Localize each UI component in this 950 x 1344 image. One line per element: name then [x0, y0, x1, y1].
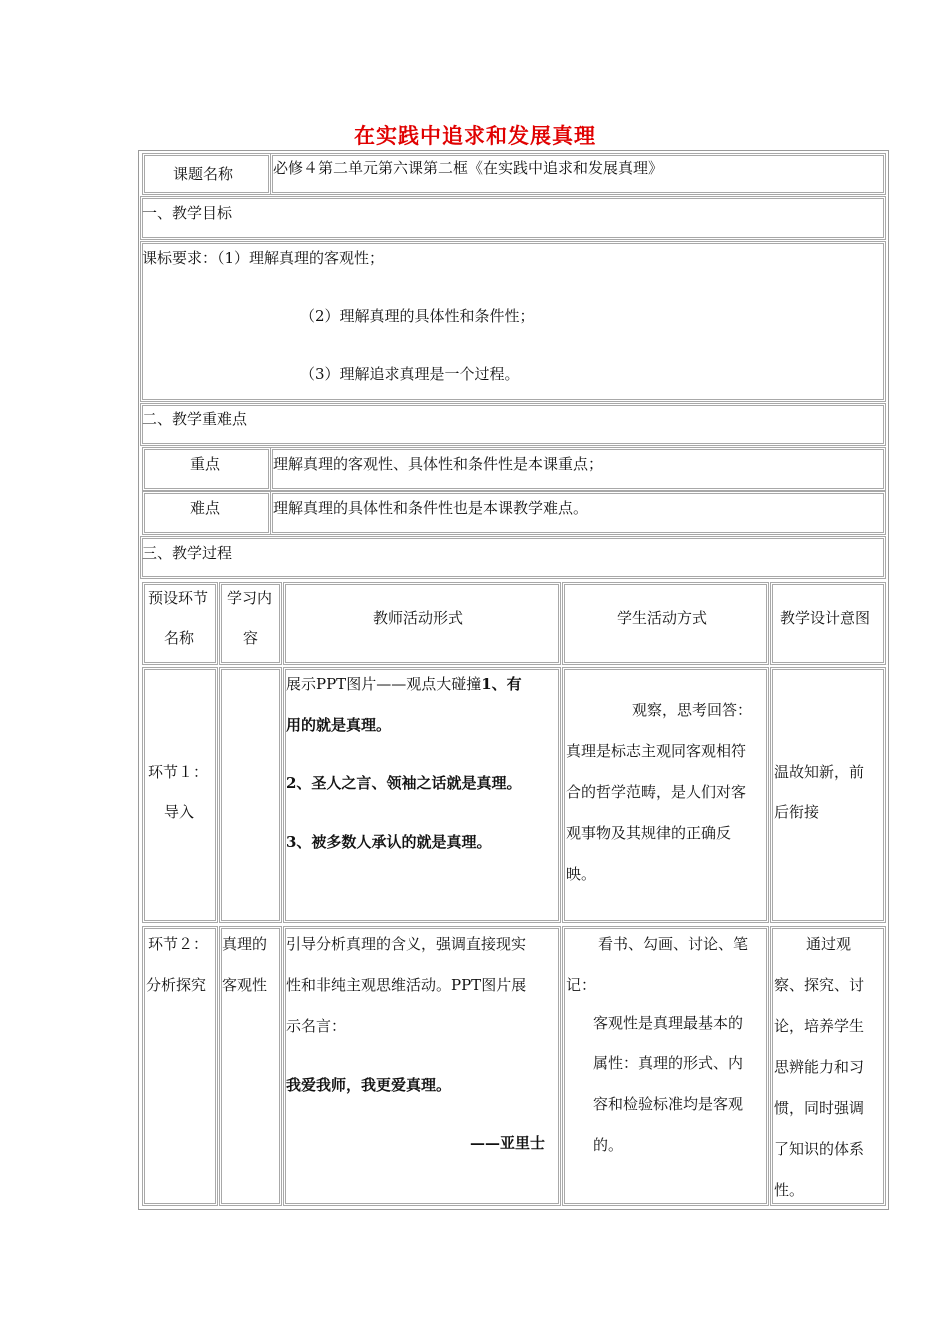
header-stage-line2: 名称 — [164, 629, 195, 647]
key-point-text: 理解真理的客观性、具体性和条件性是本课重点； — [273, 455, 604, 473]
row2-student-line3: 客观性是真理最基本的 — [593, 1014, 744, 1032]
row1-stage-cell — [142, 667, 218, 923]
key-point-label: 重点 — [190, 455, 221, 473]
row1-teacher-line1 — [286, 674, 522, 694]
requirement-2: （2）理解真理的具体性和条件性； — [300, 307, 535, 325]
row2-intent-line6: 了知识的体系 — [774, 1140, 865, 1158]
row2-content-cell — [219, 926, 282, 1206]
row1-content-cell — [219, 667, 282, 923]
row2-stage-line2: 分析探究 — [146, 976, 207, 994]
row2-intent-line7: 性。 — [774, 1181, 805, 1199]
row2-student-line2: 记： — [566, 976, 597, 994]
row2-teacher-line1: 引导分析真理的含义，强调直接现实 — [286, 935, 527, 953]
row1-student-line4: 观事物及其规律的正确反 — [566, 824, 732, 842]
requirement-3: （3）理解追求真理是一个过程。 — [300, 365, 520, 383]
header-stage-line1: 预设环节 — [148, 589, 209, 607]
row1-stage-line2: 导入 — [164, 803, 195, 821]
row1-student-line2: 真理是标志主观同客观相符 — [566, 742, 747, 760]
row2-content-line1: 真理的 — [222, 935, 268, 953]
section1-heading-cell — [140, 196, 886, 240]
difficult-point-label: 难点 — [190, 499, 221, 517]
header-teacher: 教师活动形式 — [373, 609, 464, 627]
row1-stage-line1: 环节１： — [148, 763, 209, 781]
row2-quote: 我爱我师，我更爱真理。 — [286, 1076, 452, 1094]
header-content-line1: 学习内 — [227, 589, 273, 607]
row2-stage-line1: 环节２： — [148, 935, 209, 953]
row1-student-line5: 映。 — [566, 865, 597, 883]
row2-student-line5: 容和检验标准均是客观 — [593, 1095, 744, 1113]
row2-intent-line5: 惯，同时强调 — [774, 1099, 865, 1117]
row2-teacher-line3: 示名言： — [286, 1017, 347, 1035]
header-content-line2: 容 — [243, 629, 259, 647]
difficult-point-text: 理解真理的具体性和条件性也是本课教学难点。 — [273, 499, 589, 517]
section3-heading: 三、教学过程 — [142, 544, 233, 562]
header-student: 学生活动方式 — [617, 609, 708, 627]
row2-intent-line3: 论，培养学生 — [774, 1017, 865, 1035]
requirement-1: 课标要求：（1）理解真理的客观性； — [142, 249, 385, 267]
row2-teacher-cell — [283, 926, 561, 1206]
row1-intent-cell — [770, 667, 886, 923]
row2-intent-line2: 察、探究、讨 — [774, 976, 865, 994]
row1-intent-line2: 后衔接 — [774, 803, 820, 821]
row1-student-line1: 观察，思考回答： — [632, 701, 753, 719]
section3-heading-cell — [140, 536, 886, 579]
row2-student-line1: 看书、勾画、讨论、笔 — [598, 935, 749, 953]
section2-heading-cell — [140, 403, 886, 446]
row1-teacher-line4: 3、被多数人承认的就是真理。 — [286, 833, 492, 851]
row2-stage-cell — [142, 926, 218, 1206]
topic-label: 课题名称 — [173, 165, 234, 183]
row1-teacher-line3: 2、圣人之言、领袖之话就是真理。 — [286, 774, 522, 792]
row2-student-line4: 属性：真理的形式、内 — [593, 1054, 744, 1072]
row2-quote-author: ——亚里士 — [470, 1134, 546, 1152]
document-title: 在实践中追求和发展真理 — [354, 123, 596, 148]
row1-teacher-line1-bold: 1、有 — [481, 675, 522, 693]
row2-content-line2: 客观性 — [222, 976, 268, 994]
row1-teacher-cell — [283, 667, 561, 923]
row2-teacher-line2: 性和非纯主观思维活动。PPT图片展 — [286, 976, 527, 994]
row1-intent-line1: 温故知新，前 — [774, 763, 865, 781]
row2-intent-line1: 通过观 — [806, 935, 852, 953]
header-intent: 教学设计意图 — [780, 609, 871, 627]
row1-teacher-line1-normal: 展示PPT图片——观点大碰撞 — [286, 675, 482, 693]
topic-value: 必修４第二单元第六课第二框《在实践中追求和发展真理》 — [273, 159, 664, 177]
row1-teacher-line2: 用的就是真理。 — [286, 716, 392, 734]
section2-heading: 二、教学重难点 — [142, 410, 248, 428]
row2-student-line6: 的。 — [593, 1136, 624, 1154]
row1-student-line3: 合的哲学范畴，是人们对客 — [566, 783, 747, 801]
row2-intent-line4: 思辨能力和习 — [774, 1058, 865, 1076]
section1-heading: 一、教学目标 — [142, 204, 233, 222]
